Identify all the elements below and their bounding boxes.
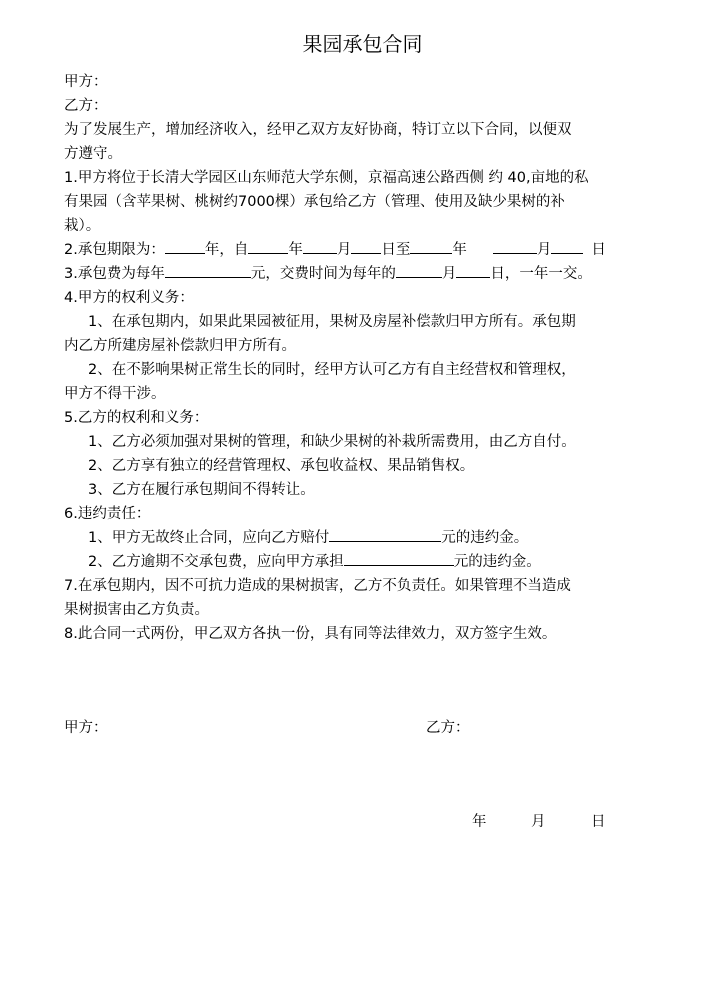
end-year-blank[interactable]: [410, 239, 452, 254]
clause-4-heading: 4.甲方的权利义务：: [64, 290, 194, 306]
start-year-blank[interactable]: [248, 239, 288, 254]
signature-party-a: 甲方：: [64, 720, 108, 736]
preamble-line-1: 为了发展生产，增加经济收入，经甲乙双方友好协商，特订立以下合同，以便双: [64, 122, 572, 138]
clause-5-2: 2、乙方享有独立的经营管理权、承包收益权、果品销售权。: [88, 458, 475, 474]
clause-6-1-text: 元的违约金。: [441, 530, 529, 546]
clause-2-text: 年，自: [204, 242, 249, 258]
start-day-blank[interactable]: [351, 239, 381, 254]
document-title: 果园承包合同: [302, 32, 423, 56]
clause-1-line-3: 栽）。: [64, 218, 101, 234]
clause-5-3: 3、乙方在履行承包期间不得转让。: [88, 482, 315, 498]
date-day: 日: [591, 814, 606, 830]
clause-4-2-line-2: 甲方不得干涉。: [64, 386, 166, 402]
clause-2-prefix: 2.承包期限为：: [64, 242, 165, 258]
clause-3-text: 日，一年一交。: [490, 266, 592, 282]
end-month-blank[interactable]: [493, 239, 537, 254]
date-month: 月: [531, 814, 546, 830]
clause-1-line-1: 1.甲方将位于长清大学园区山东师范大学东侧，京福高速公路西侧 约 40,亩地的私: [64, 170, 589, 186]
pay-day-blank[interactable]: [456, 263, 490, 278]
clause-6-1-text: 1、甲方无故终止合同，应向乙方赔付: [88, 530, 330, 546]
penalty-a-blank[interactable]: [329, 527, 441, 542]
party-a-label: 甲方：: [64, 74, 108, 90]
clause-2-text: 日至: [381, 242, 411, 258]
clause-3-fee: [64, 262, 592, 286]
start-month-blank[interactable]: [303, 239, 337, 254]
clause-2-text: 日: [591, 242, 606, 258]
clause-7-line-2: 果树损害由乙方负责。: [64, 602, 209, 618]
clause-2-text: 月: [336, 242, 352, 258]
preamble-line-2: 方遵守。: [64, 146, 122, 162]
clause-6-2-text: 2、乙方逾期不交承包费，应向甲方承担: [88, 554, 344, 570]
annual-fee-blank[interactable]: [165, 263, 251, 278]
pay-month-blank[interactable]: [396, 263, 442, 278]
clause-3-text: 元，交费时间为每年的: [250, 266, 396, 282]
clause-8: 8.此合同一式两份，甲乙双方各执一份，具有同等法律效力，双方签字生效。: [64, 626, 557, 642]
clause-2-text: 月: [536, 242, 552, 258]
penalty-b-blank[interactable]: [344, 551, 454, 566]
signature-party-b: 乙方：: [426, 720, 470, 736]
clause-4-1-line-1: 1、在承包期内，如果此果园被征用，果树及房屋补偿款归甲方所有。承包期: [88, 314, 576, 330]
date-year: 年: [472, 814, 487, 830]
term-years-blank[interactable]: [165, 239, 205, 254]
clause-4-2-line-1: 2、在不影响果树正常生长的同时，经甲方认可乙方有自主经营权和管理权，: [88, 362, 576, 378]
clause-2-text: 年: [452, 242, 467, 258]
clause-6-2: [88, 550, 541, 574]
clause-1-line-2: 有果园（含苹果树、桃树约7000棵）承包给乙方（管理、使用及缺少果树的补: [64, 194, 565, 210]
clause-5-1: 1、乙方必须加强对果树的管理，和缺少果树的补栽所需费用，由乙方自付。: [88, 434, 576, 450]
clause-7-line-1: 7.在承包期内，因不可抗力造成的果树损害，乙方不负责任。如果管理不当造成: [64, 578, 571, 594]
clause-6-heading: 6.违约责任：: [64, 506, 151, 522]
clause-6-1: [88, 526, 528, 550]
clause-3-prefix: 3.承包费为每年: [64, 266, 165, 282]
clause-2-term: [64, 238, 606, 262]
clause-4-1-line-2: 内乙方所建房屋补偿款归甲方所有。: [64, 338, 296, 354]
clause-3-text: 月: [441, 266, 457, 282]
end-day-blank[interactable]: [551, 239, 583, 254]
clause-5-heading: 5.乙方的权利和义务：: [64, 410, 209, 426]
party-b-label: 乙方：: [64, 98, 108, 114]
clause-2-text: 年: [288, 242, 303, 258]
clause-6-2-text: 元的违约金。: [453, 554, 541, 570]
